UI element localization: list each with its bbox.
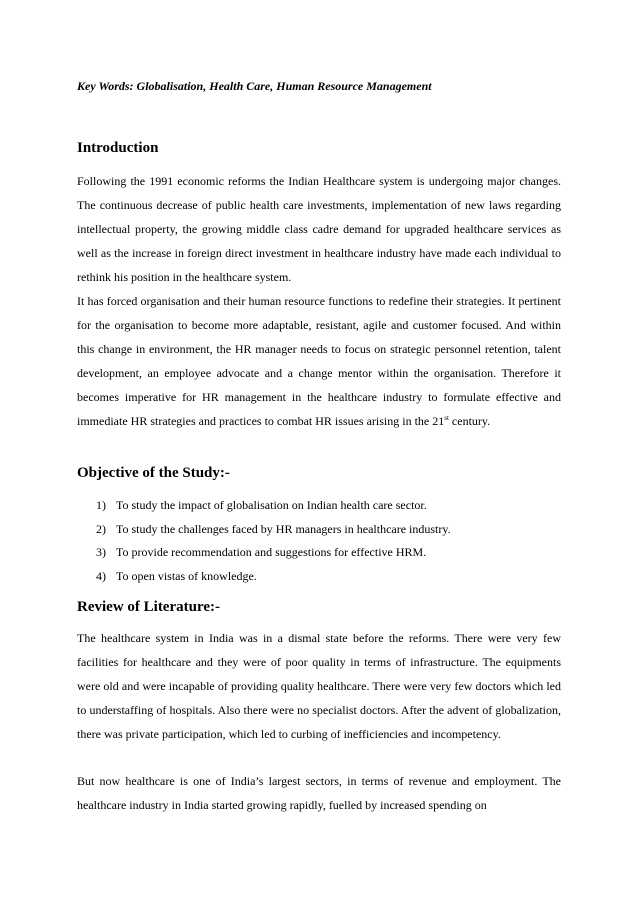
list-item-text: To provide recommendation and suggestions for effective HRM.	[116, 545, 427, 559]
review-heading: Review of Literature:-	[77, 599, 220, 615]
list-item-text: To open vistas of knowledge.	[116, 568, 257, 583]
list-item	[96, 518, 561, 542]
introduction-paragraph-2-end: century.	[448, 413, 491, 428]
introduction-heading: Introduction	[77, 140, 159, 156]
introduction-paragraph-1: Following the 1991 economic reforms the Indian Healthcare system is undergoing major changes. The continuous decrease of public health care investments, implementation of new laws regarding intellectual property, the growing middle class cadre demand for upgraded healthcare services as well as the increase in foreign direct investment in healthcare industry have made each individual to rethink his position in the healthcare system.	[77, 174, 561, 284]
objective-list	[96, 494, 561, 588]
list-item-number: 3)	[96, 545, 106, 559]
introduction-paragraph-2-text: It has forced organisation and their human resource functions to redefine their strategies. It pertinent for the organisation to become more adaptable, resistant, agile and customer focused. And within this change in environment, the HR manager needs to focus on strategic personnel retention, talent development, an employee advocate and a change mentor within the organisation. Therefore it becomes imperative for HR management in the healthcare industry to formulate effective and immediate HR strategies and practices to combat HR issues arising in the 21	[77, 294, 561, 428]
list-item	[96, 565, 561, 589]
list-item-text: To study the challenges faced by HR managers in healthcare industry.	[116, 521, 451, 536]
review-paragraph-1: The healthcare system in India was in a dismal state before the reforms. There were very few facilities for healthcare and they were of poor quality in terms of infrastructure. The equipments were old and were incapable of providing quality healthcare. There were very few doctors which led to understaffing of hospitals. Also there were no specialist doctors. After the advent of globalization, there was private participation, which led to curbing of inefficiencies and incompetency.	[77, 631, 561, 741]
objective-heading: Objective of the Study:-	[77, 465, 230, 481]
list-item-number: 1)	[96, 498, 106, 512]
list-item	[96, 541, 561, 565]
list-item-number: 2)	[96, 521, 106, 536]
list-item	[96, 494, 561, 518]
introduction-paragraph-2	[77, 290, 561, 433]
ordinal-superscript: st	[444, 413, 449, 422]
list-item-text: To study the impact of globalisation on Indian health care sector.	[116, 498, 427, 512]
list-item-number: 4)	[96, 568, 106, 583]
keywords-line: Key Words: Globalisation, Health Care, Human Resource Management	[77, 79, 432, 93]
review-paragraph-2: But now healthcare is one of India’s largest sectors, in terms of revenue and employment. The healthcare industry in India started growing rapidly, fuelled by increased spending on	[77, 774, 561, 812]
